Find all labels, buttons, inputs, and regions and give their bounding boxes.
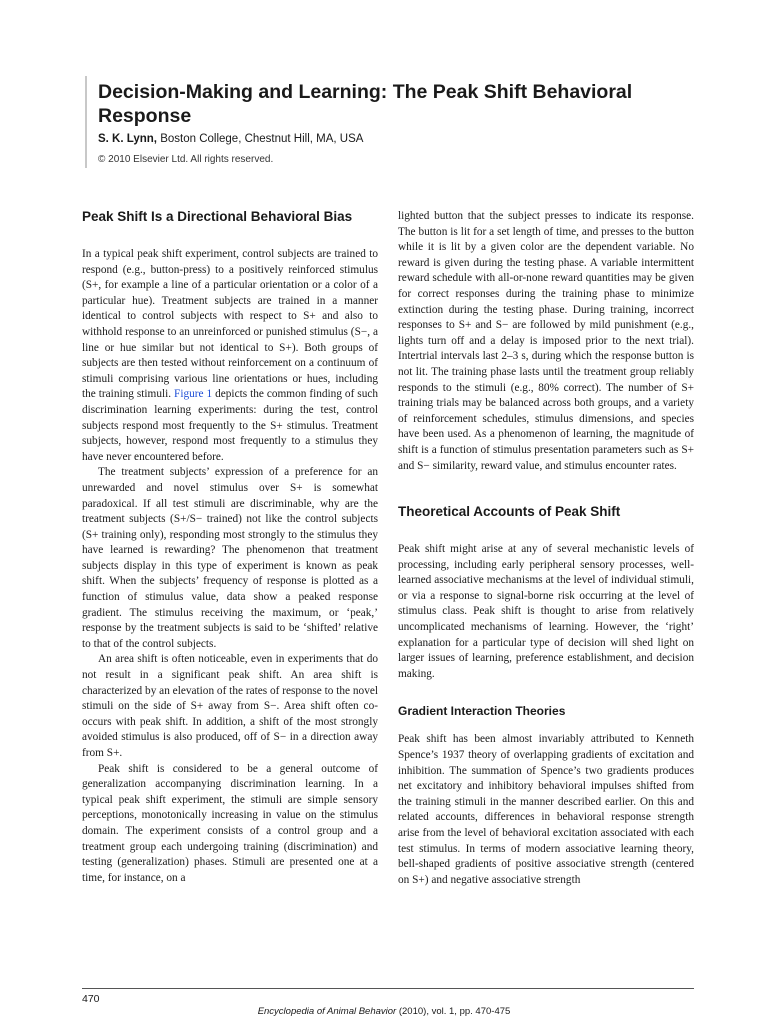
right-column: [398, 209, 694, 888]
citation-title: Encyclopedia of Animal Behavior: [257, 1006, 397, 1017]
footer-rule: [82, 988, 694, 989]
paragraph-3: An area shift is often noticeable, even in experiments that do not result in a significant peak shift. An area shift is characterized by an elevation of the rates of response to the novel stimuli on the side of S+ away from S−. Area shift often co-occurs with peak shift. In addition, a shift of the most strongly avoided stimulus is also produced, off of S− in a direction away from S+.: [82, 653, 378, 759]
author-affiliation: Boston College, Chestnut Hill, MA, USA: [157, 133, 364, 145]
title-accent-bar: [85, 76, 87, 168]
paragraph-continued: lighted button that the subject presses to indicate its response. The button is lit for a set length of time, and presses to the button while it is lit by a given color are the dependent variable. No reward is given during the testing phase. A variable intermittent reward schedule with all-or-none reward quantities may be given for correct responses during the training phase to minimize extinction during the testing phase. During training, incorrect responses to S+ and S− are followed by mild punishment (e.g., lights turn off and a delay is imposed prior to the next trial). Intertrial intervals last 2–3 s, during which the response button is not lit. The training phase lasts until the treatment group reliably responds to the stimuli (e.g., 80% correct). The number of S+ training trials may be balanced across both groups, and a variety of reinforcement schedules, stimulus dimensions, and species have been used. As a phenomenon of learning, the magnitude of shift is a function of stimulus presentation parameters such as S+ and S− similarity, reward value, and stimulus encounter rates.: [398, 210, 694, 472]
paragraph-theoretical: Peak shift might arise at any of several mechanistic levels of processing, including early peripheral sensory processes, well-learned associative mechanisms at the level of individual stimuli, or via a response to signal-borne risk occurring at the level of stimulus class. Peak shift is thought to arise from relatively uncomplicated mechanisms of learning. However, the ‘right’ explanation for a particular type of decision will shed light on larger issues of learning, preference establishment, and decision making.: [398, 543, 694, 680]
paragraph-2: The treatment subjects’ expression of a preference for an unrewarded and novel stimulus over S+ is somewhat paradoxical. If all test stimuli are discriminable, why are the treatment subjects (S+/S− trained) not like the control subjects (S+ training only), responding most strongly to the stimulus they have learned is rewarding? The phenomenon that treatment subjects display in this type of experiment is known as peak shift. When the subjects’ frequency of response is plotted as a function of stimulus value, data show a peaked response gradient. The stimulus receiving the maximum, or ‘peak,’ response by the treatment subjects is said to be ‘shifted’ relative to that of the control subjects.: [82, 466, 378, 650]
section-heading-peak-shift-bias: Peak Shift Is a Directional Behavioral Bias: [82, 209, 353, 224]
section-heading-theoretical-accounts: Theoretical Accounts of Peak Shift: [398, 504, 621, 520]
page-number: 470: [82, 993, 100, 1005]
copyright-notice: © 2010 Elsevier Ltd. All rights reserved.: [98, 154, 274, 165]
article-title: Decision-Making and Learning: The Peak Shift Behavioral Response: [98, 81, 633, 127]
paragraph-1-text-b: depicts the common finding of such discrimination learning experiments: during the test, control subjects respond most frequently to the S+ stimulus. Treatment subjects, however, respond most frequently to a stimulus they have never encountered before.: [82, 388, 379, 463]
author-name: S. K. Lynn,: [98, 133, 157, 145]
paragraph-1: [82, 247, 378, 465]
subsection-heading-gradient-interaction: Gradient Interaction Theories: [398, 704, 566, 719]
paragraph-gradient: Peak shift has been almost invariably attributed to Kenneth Spence’s 1937 theory of overlapping gradients of excitation and inhibition. The summation of Spence’s two gradients produces net excitatory and inhibitory behavioral impulses shifted from the training stimuli in the manner described earlier. On this and related accounts, differences in behavioral response strength arise from the level of behavioral excitation associated with each test stimulus. In terms of modern associative learning theory, bell-shaped gradients of positive associative strength (centered on S+) and negative associative strength: [398, 733, 694, 886]
paragraph-1-text-a: In a typical peak shift experiment, control subjects are trained to respond (e.g., button-press) to a positively reinforced stimulus (S+, for example a line of a particular orientation or a color of a particular hue). Treatment subjects are trained in a manner identical to control subjects with respect to S+ and also to withhold response to an unreinforced or punished stimulus (S−, a line or hue similar but not identical to S+). Both groups of subjects are then tested without reinforcement on a continuum of stimuli comprising various line orientations or hues, including the training stimuli.: [82, 248, 378, 401]
author-line: [98, 133, 363, 145]
citation-details: (2010), vol. 1, pp. 470-475: [396, 1006, 511, 1017]
footer-citation: [0, 1006, 768, 1017]
paragraph-4: Peak shift is considered to be a general outcome of generalization accompanying discrimination learning. In a typical peak shift experiment, the stimuli are simple sensory perceptions, monotonically increasing in value on the stimulus domain. The experiment consists of a control group and a treatment group each undergoing training (discrimination) and testing (generalization) phases. Stimuli are presented one at a time, for instance, on a: [82, 762, 378, 884]
figure-1-link[interactable]: Figure 1: [174, 388, 213, 401]
left-column: [82, 208, 378, 886]
